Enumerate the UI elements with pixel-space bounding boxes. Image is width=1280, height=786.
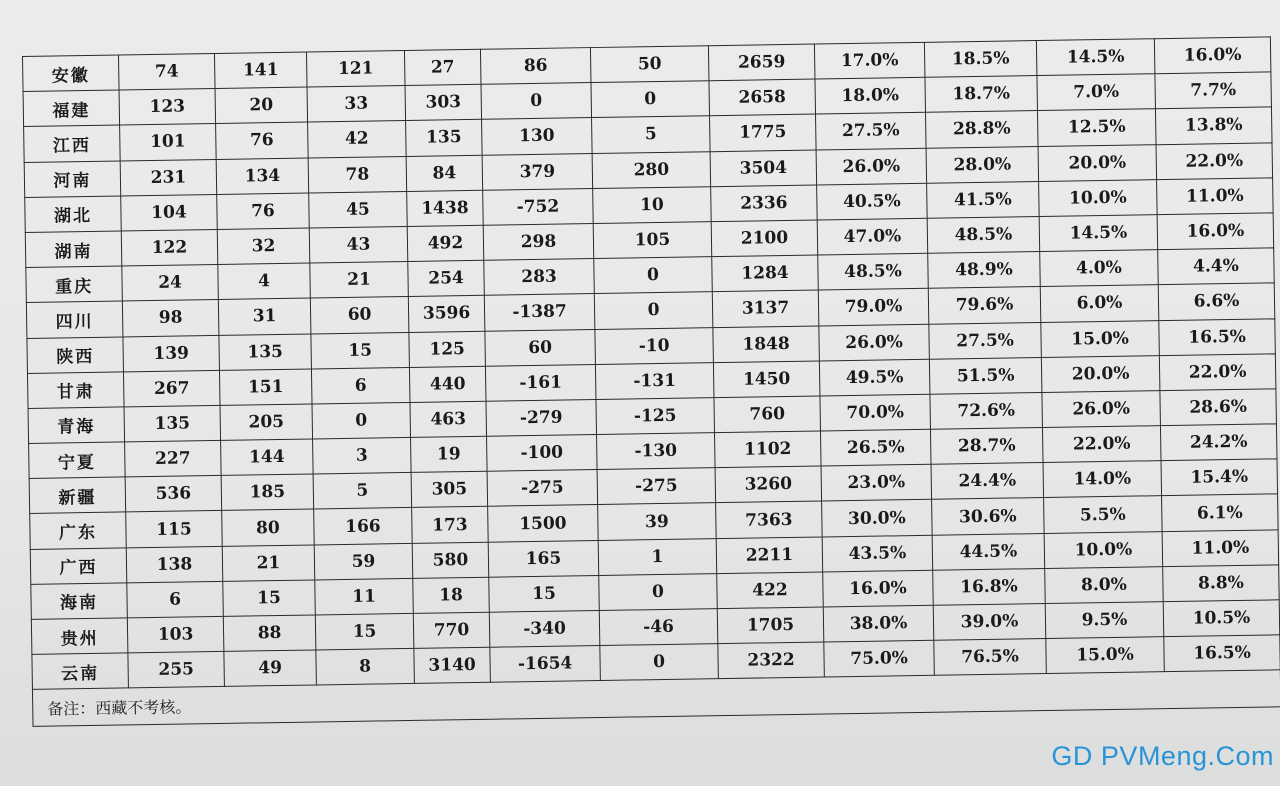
value-cell: 123 — [119, 89, 216, 126]
value-cell: 49 — [224, 650, 317, 687]
value-cell: 15 — [311, 332, 410, 369]
province-cell: 广东 — [30, 512, 127, 549]
province-cell: 新疆 — [29, 477, 126, 514]
value-cell: 10.5% — [1163, 600, 1280, 637]
value-cell: 20 — [215, 87, 308, 124]
value-cell: 104 — [121, 194, 218, 231]
value-cell: 50 — [590, 46, 709, 83]
value-cell: -279 — [486, 399, 597, 436]
value-cell: 79.0% — [818, 289, 929, 326]
value-cell: 27.5% — [816, 113, 927, 150]
value-cell: 75.0% — [824, 640, 935, 677]
value-cell: 13.8% — [1155, 107, 1272, 144]
value-cell: 28.8% — [926, 111, 1039, 148]
value-cell: 1 — [598, 538, 717, 575]
value-cell: 26.0% — [1042, 391, 1161, 428]
value-cell: 28.0% — [926, 146, 1039, 183]
province-cell: 宁夏 — [29, 442, 126, 479]
quota-table-wrapper — [22, 36, 1280, 727]
watermark-text: GD PVMeng.Com — [1051, 741, 1274, 771]
value-cell: 17.0% — [814, 42, 925, 79]
value-cell: 22.0% — [1159, 354, 1276, 391]
value-cell: 2211 — [716, 537, 823, 574]
value-cell: 492 — [407, 225, 484, 261]
value-cell: 16.5% — [1159, 318, 1276, 355]
value-cell: 5.5% — [1044, 496, 1163, 533]
province-cell: 江西 — [24, 125, 121, 162]
value-cell: 14.5% — [1039, 215, 1158, 252]
value-cell: 30.0% — [822, 500, 933, 537]
value-cell: 7.0% — [1037, 74, 1156, 111]
province-cell: 陕西 — [27, 336, 124, 373]
value-cell: 33 — [307, 86, 406, 123]
value-cell: 7.7% — [1155, 72, 1272, 109]
province-cell: 海南 — [31, 583, 128, 620]
value-cell: 6.1% — [1162, 494, 1279, 531]
value-cell: 10.0% — [1044, 531, 1163, 568]
value-cell: 1284 — [712, 255, 819, 292]
value-cell: -275 — [597, 468, 716, 505]
value-cell: 14.5% — [1036, 39, 1155, 76]
value-cell: 3260 — [715, 466, 822, 503]
value-cell: 255 — [128, 652, 225, 689]
value-cell: 185 — [221, 474, 314, 511]
province-cell: 广西 — [30, 548, 127, 585]
value-cell: 770 — [413, 612, 490, 648]
value-cell: 48.9% — [928, 252, 1041, 289]
value-cell: 0 — [481, 83, 592, 120]
value-cell: 49.5% — [819, 359, 930, 396]
value-cell: 135 — [124, 405, 221, 442]
value-cell: 115 — [126, 511, 223, 548]
value-cell: 8 — [316, 649, 415, 686]
value-cell: 27 — [404, 49, 481, 85]
province-cell: 青海 — [28, 407, 125, 444]
value-cell: 47.0% — [817, 218, 928, 255]
province-cell: 贵州 — [31, 618, 128, 655]
value-cell: 80 — [222, 509, 315, 546]
value-cell: 16.0% — [1157, 213, 1274, 250]
value-cell: 165 — [488, 540, 599, 577]
value-cell: 8.0% — [1045, 566, 1164, 603]
value-cell: -1387 — [484, 294, 595, 331]
value-cell: 27.5% — [929, 322, 1042, 359]
value-cell: 166 — [314, 508, 413, 545]
value-cell: 18.7% — [925, 76, 1038, 113]
value-cell: 173 — [412, 507, 489, 543]
value-cell: 379 — [482, 153, 593, 190]
value-cell: 41.5% — [927, 181, 1040, 218]
province-cell: 湖南 — [25, 231, 122, 268]
value-cell: 43.5% — [822, 535, 933, 572]
province-cell: 河南 — [24, 161, 121, 198]
value-cell: 21 — [310, 262, 409, 299]
value-cell: 580 — [412, 542, 489, 578]
value-cell: 45 — [309, 191, 408, 228]
value-cell: 144 — [221, 439, 314, 476]
value-cell: 86 — [480, 48, 591, 85]
value-cell: 10.0% — [1039, 179, 1158, 216]
value-cell: 5 — [592, 116, 711, 153]
value-cell: 1848 — [713, 326, 820, 363]
value-cell: 15.4% — [1161, 459, 1278, 496]
value-cell: 43 — [309, 226, 408, 263]
value-cell: 70.0% — [820, 394, 931, 431]
value-cell: 26.0% — [819, 324, 930, 361]
value-cell: 283 — [484, 259, 595, 296]
province-cell: 重庆 — [26, 266, 123, 303]
value-cell: 0 — [591, 81, 710, 118]
value-cell: 0 — [600, 644, 719, 681]
value-cell: 10 — [593, 186, 712, 223]
value-cell: 103 — [127, 616, 224, 653]
value-cell: 9.5% — [1045, 602, 1164, 639]
value-cell: 2100 — [711, 220, 818, 257]
value-cell: 42 — [308, 121, 407, 158]
value-cell: 76 — [216, 122, 309, 159]
table-note: 备注：西藏不考核。 — [32, 670, 1280, 727]
province-cell: 福建 — [23, 90, 120, 127]
value-cell: 134 — [216, 158, 309, 195]
value-cell: 12.5% — [1037, 109, 1156, 146]
value-cell: -752 — [483, 188, 594, 225]
province-cell: 云南 — [32, 653, 129, 690]
value-cell: 72.6% — [930, 392, 1043, 429]
value-cell: 22.0% — [1042, 426, 1161, 463]
value-cell: 28.6% — [1160, 389, 1277, 426]
province-cell: 四川 — [26, 301, 123, 338]
value-cell: 139 — [123, 335, 220, 372]
value-cell: 8.8% — [1163, 565, 1280, 602]
value-cell: 18.5% — [924, 41, 1037, 78]
province-cell: 甘肃 — [27, 372, 124, 409]
value-cell: 305 — [411, 471, 488, 507]
value-cell: 76 — [217, 193, 310, 230]
value-cell: 48.5% — [818, 253, 929, 290]
value-cell: 536 — [125, 476, 222, 513]
value-cell: 4.4% — [1158, 248, 1275, 285]
value-cell: 101 — [120, 124, 217, 161]
value-cell: 84 — [406, 155, 483, 191]
value-cell: 1438 — [407, 190, 484, 226]
value-cell: 0 — [312, 402, 411, 439]
value-cell: 151 — [219, 369, 312, 406]
value-cell: -340 — [489, 611, 600, 648]
value-cell: 21 — [222, 545, 315, 582]
province-cell: 湖北 — [25, 196, 122, 233]
value-cell: 40.5% — [817, 183, 928, 220]
value-cell: 19 — [411, 436, 488, 472]
value-cell: -125 — [596, 398, 715, 435]
value-cell: 463 — [410, 401, 487, 437]
value-cell: 26.5% — [820, 429, 931, 466]
value-cell: -161 — [485, 364, 596, 401]
value-cell: 15 — [489, 575, 600, 612]
value-cell: 1775 — [710, 114, 817, 151]
value-cell: 1450 — [713, 361, 820, 398]
value-cell: 16.0% — [1154, 37, 1271, 74]
value-cell: 267 — [123, 370, 220, 407]
value-cell: 6.0% — [1040, 285, 1159, 322]
value-cell: 0 — [594, 257, 713, 294]
value-cell: 6.6% — [1158, 283, 1275, 320]
value-cell: -10 — [595, 327, 714, 364]
value-cell: 24.4% — [931, 463, 1044, 500]
value-cell: 440 — [409, 366, 486, 402]
value-cell: 38.0% — [823, 605, 934, 642]
value-cell: 3140 — [414, 647, 491, 683]
value-cell: 3596 — [408, 296, 485, 332]
value-cell: 78 — [308, 156, 407, 193]
value-cell: 303 — [405, 84, 482, 120]
value-cell: 14.0% — [1043, 461, 1162, 498]
value-cell: 422 — [717, 572, 824, 609]
value-cell: 125 — [409, 331, 486, 367]
value-cell: 138 — [126, 546, 223, 583]
value-cell: 2658 — [709, 79, 816, 116]
value-cell: 298 — [483, 223, 594, 260]
value-cell: 44.5% — [932, 533, 1045, 570]
value-cell: 231 — [120, 159, 217, 196]
value-cell: 11 — [315, 578, 414, 615]
value-cell: 2659 — [708, 44, 815, 81]
value-cell: 15 — [315, 613, 414, 650]
value-cell: 280 — [592, 151, 711, 188]
value-cell: 1705 — [717, 607, 824, 644]
value-cell: -131 — [595, 362, 714, 399]
value-cell: 6 — [127, 581, 224, 618]
value-cell: 3504 — [710, 150, 817, 187]
value-cell: 0 — [599, 573, 718, 610]
value-cell: -46 — [599, 609, 718, 646]
value-cell: 22.0% — [1156, 142, 1273, 179]
value-cell: 39 — [598, 503, 717, 540]
value-cell: 31 — [218, 298, 311, 335]
value-cell: 1500 — [488, 505, 599, 542]
value-cell: 88 — [223, 615, 316, 652]
province-quota-table — [22, 36, 1280, 727]
value-cell: 254 — [408, 260, 485, 296]
value-cell: 7363 — [716, 501, 823, 538]
value-cell: 16.8% — [933, 568, 1046, 605]
value-cell: 26.0% — [816, 148, 927, 185]
value-cell: -130 — [597, 433, 716, 470]
value-cell: 20.0% — [1038, 144, 1157, 181]
value-cell: 105 — [593, 222, 712, 259]
value-cell: 15 — [223, 580, 316, 617]
value-cell: 15.0% — [1046, 637, 1165, 674]
value-cell: 60 — [310, 297, 409, 334]
value-cell: 16.0% — [823, 570, 934, 607]
value-cell: 1102 — [715, 431, 822, 468]
value-cell: 3 — [313, 438, 412, 475]
value-cell: 20.0% — [1041, 355, 1160, 392]
value-cell: 24.2% — [1160, 424, 1277, 461]
value-cell: 2322 — [718, 642, 825, 679]
value-cell: 4.0% — [1040, 250, 1159, 287]
value-cell: 760 — [714, 396, 821, 433]
value-cell: 121 — [306, 50, 405, 87]
value-cell: 227 — [125, 440, 222, 477]
value-cell: 28.7% — [930, 428, 1043, 465]
value-cell: 122 — [121, 229, 218, 266]
value-cell: -1654 — [490, 646, 601, 683]
value-cell: 11.0% — [1157, 178, 1274, 215]
table-body — [23, 37, 1280, 690]
value-cell: 135 — [219, 333, 312, 370]
value-cell: -275 — [487, 470, 598, 507]
value-cell: 4 — [218, 263, 311, 300]
value-cell: 39.0% — [933, 603, 1046, 640]
value-cell: 51.5% — [929, 357, 1042, 394]
value-cell: 48.5% — [927, 216, 1040, 253]
value-cell: 24 — [122, 265, 219, 302]
value-cell: 6 — [311, 367, 410, 404]
value-cell: 15.0% — [1041, 320, 1160, 357]
value-cell: 5 — [313, 473, 412, 510]
value-cell: 59 — [314, 543, 413, 580]
value-cell: 79.6% — [928, 287, 1041, 324]
value-cell: 135 — [406, 120, 483, 156]
value-cell: 141 — [214, 52, 307, 89]
value-cell: 205 — [220, 404, 313, 441]
value-cell: 60 — [485, 329, 596, 366]
value-cell: -100 — [487, 435, 598, 472]
value-cell: 2336 — [711, 185, 818, 222]
value-cell: 130 — [482, 118, 593, 155]
value-cell: 11.0% — [1162, 529, 1279, 566]
value-cell: 32 — [217, 228, 310, 265]
province-cell: 安徽 — [23, 55, 120, 92]
value-cell: 74 — [118, 53, 215, 90]
value-cell: 30.6% — [932, 498, 1045, 535]
value-cell: 18 — [413, 577, 490, 613]
value-cell: 98 — [122, 300, 219, 337]
value-cell: 76.5% — [934, 639, 1047, 676]
value-cell: 16.5% — [1164, 635, 1280, 672]
value-cell: 3137 — [712, 290, 819, 327]
value-cell: 23.0% — [821, 465, 932, 502]
value-cell: 0 — [594, 292, 713, 329]
value-cell: 18.0% — [815, 78, 926, 115]
